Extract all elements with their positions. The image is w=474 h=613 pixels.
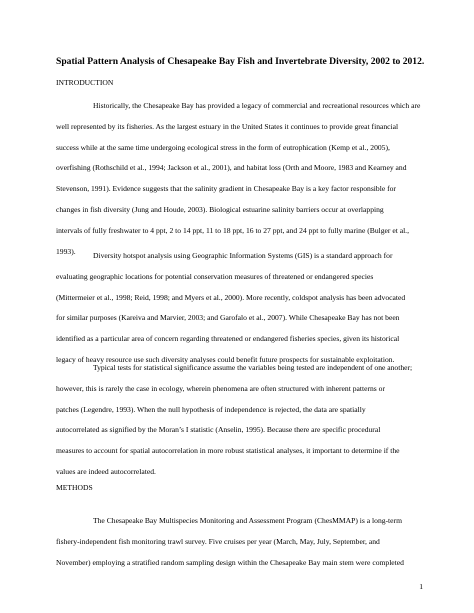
text-line: changes in fish diversity (Jung and Houde, 2003). Biological estuarine salinity barriers occur at overlapping — [56, 204, 384, 214]
introduction-paragraph-3 — [56, 358, 422, 483]
text-line: (Mittermeier et al., 1998; Reid, 1998; and Myers et al., 2000). More recently, coldspot analysis has been advocated — [56, 292, 406, 302]
text-line: identified as a particular area of concern regarding threatened or endangered fisheries species, given its historical — [56, 334, 400, 344]
text-line: measures to account for spatial autocorrelation in more robust statistical analyses, it important to determine if the — [56, 446, 400, 456]
section-heading-methods: METHODS — [56, 483, 93, 492]
text-line: however, this is rarely the case in ecology, wherein phenomena are often structured with inherent patterns or — [56, 383, 385, 393]
text-line: November) employing a stratified random sampling design within the Chesapeake Bay main stem were completed — [56, 557, 404, 567]
text-line: success while at the same time undergoing ecological stress in the form of eutrophication (Kemp et al., 2005), — [56, 142, 390, 152]
methods-paragraph-1 — [56, 511, 422, 573]
page-number: 1 — [419, 582, 423, 591]
text-line: Diversity hotspot analysis using Geographic Information Systems (GIS) is a standard approach for — [93, 251, 393, 260]
text-line: legacy of heavy resource use such diversity analyses could benefit future prospects for sustainable exploitation. — [56, 354, 395, 364]
text-line: fishery-independent fish monitoring trawl survey. Five cruises per year (March, May, July, September, and — [56, 536, 380, 546]
text-line: Stevenson, 1991). Evidence suggests that the salinity gradient in Chesapeake Bay is a key factor responsible for — [56, 184, 396, 194]
document-title: Spatial Pattern Analysis of Chesapeake Bay Fish and Invertebrate Diversity, 2002 to 2012. — [56, 56, 425, 67]
section-heading-introduction: INTRODUCTION — [56, 78, 114, 87]
introduction-paragraph-2 — [56, 246, 422, 371]
text-line: overfishing (Rothschild et al., 1994; Jackson et al., 2001), and habitat loss (Orth and Moore, 1983 and Kearney and — [56, 163, 407, 173]
text-line: well represented by its fisheries. As the largest estuary in the United States it continues to provide great financial — [56, 121, 399, 131]
text-line: patches (Legendre, 1993). When the null hypothesis of independence is rejected, the data are spatially — [56, 404, 366, 414]
text-line: Historically, the Chesapeake Bay has provided a legacy of commercial and recreational resources which are — [93, 101, 421, 110]
text-line: intervals of fully freshwater to 4 ppt, 2 to 14 ppt, 11 to 18 ppt, 16 to 27 ppt, and 24 ppt to fully marine (Bulger et al., — [56, 225, 409, 235]
text-line: Typical tests for statistical significance assume the variables being tested are independent of one another; — [93, 363, 413, 372]
introduction-paragraph-1 — [56, 96, 422, 262]
text-line: values are indeed autocorrelated. — [56, 466, 156, 476]
text-line: autocorrelated as signified by the Moran’s I statistic (Anselin, 1995). Because there are specific procedural — [56, 425, 381, 435]
text-line: evaluating geographic locations for potential conservation measures of threatened or endangered species — [56, 271, 374, 281]
text-line: for similar purposes (Kareiva and Marvier, 2003; and Garofalo et al., 2007). While Chesapeake Bay has not been — [56, 313, 400, 323]
text-line: The Chesapeake Bay Multispecies Monitoring and Assessment Program (ChesMMAP) is a long-term — [93, 516, 402, 525]
text-line: 1993). — [56, 246, 76, 256]
